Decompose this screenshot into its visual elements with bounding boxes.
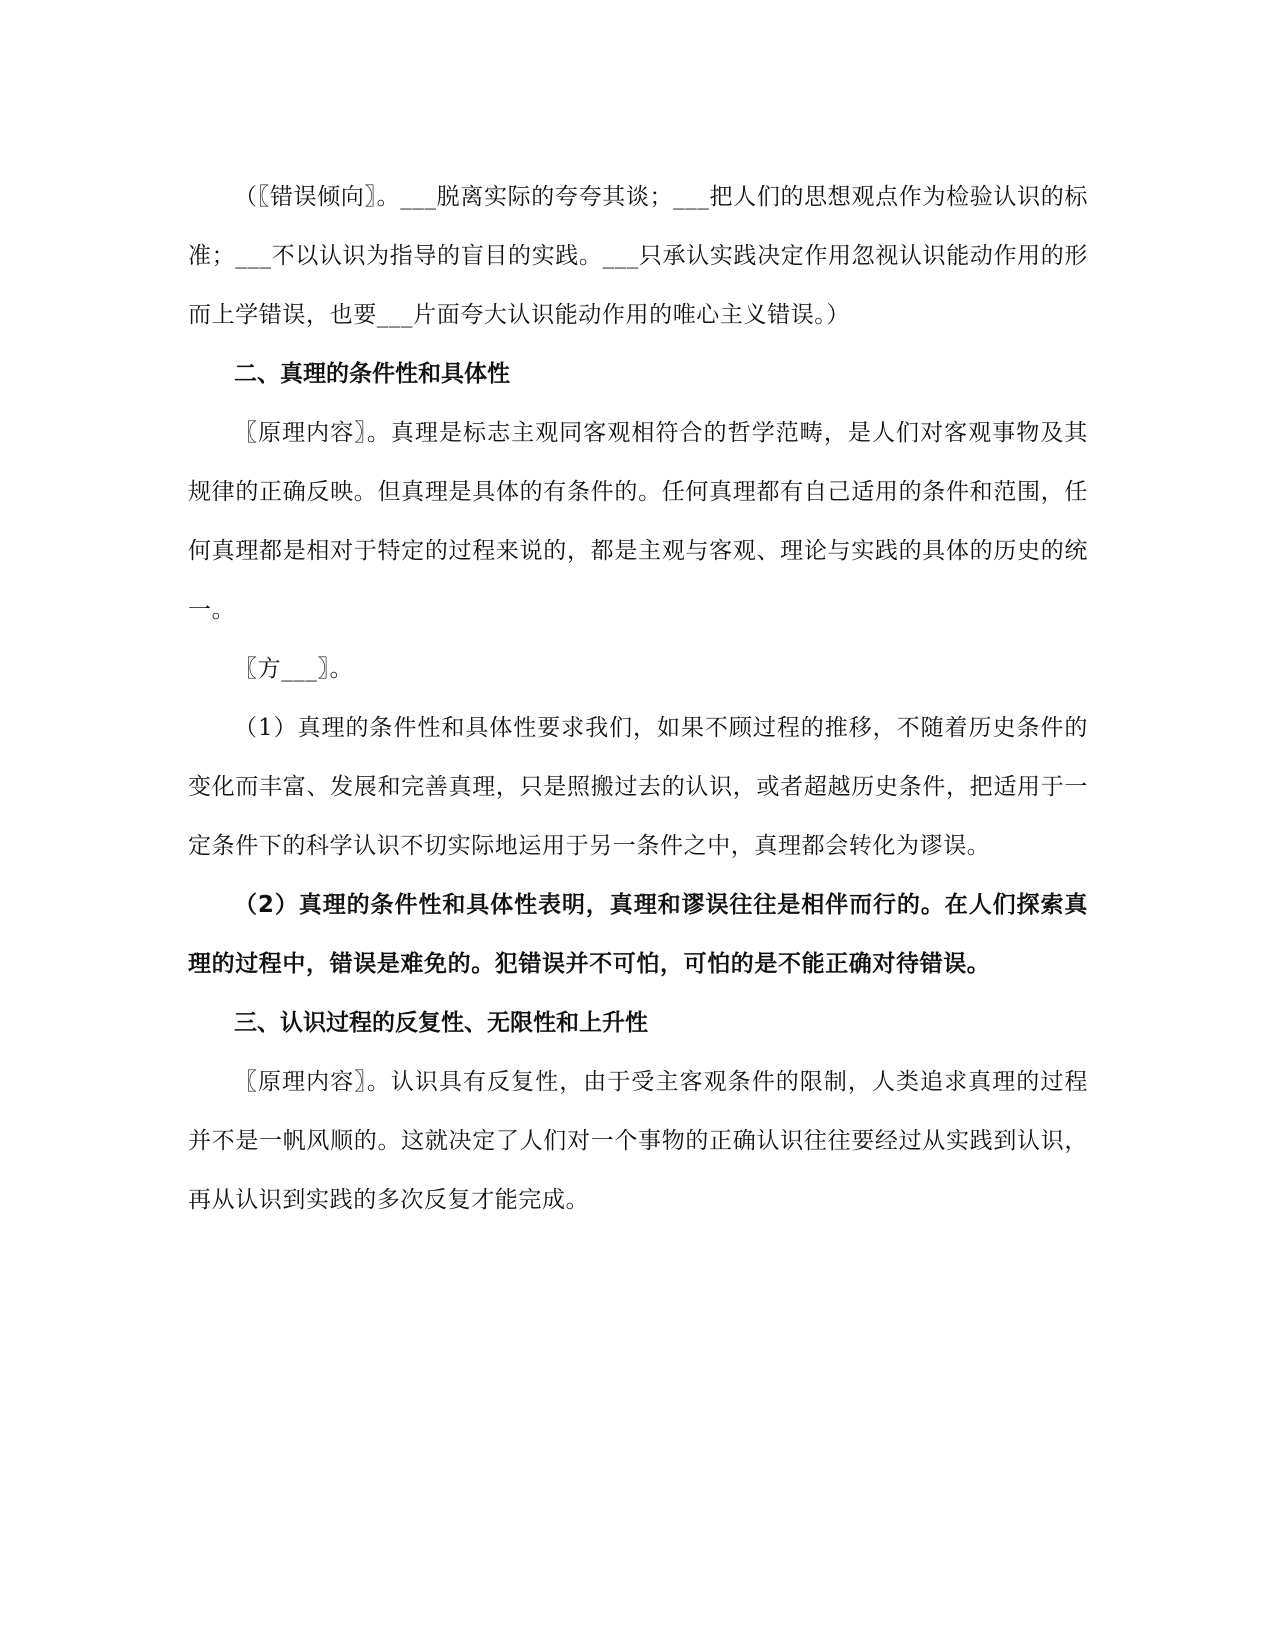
paragraph-truth-principle: 〖原理内容〗。真理是标志主观同客观相符合的哲学范畴，是人们对客观事物及其规律的正确反映。但真理是具体的有条件的。任何真理都有自己适用的条件和范围，任何真理都是相对于特定的过程来说的，都是主观与客观、理论与实践的具体的历史的统一。 bbox=[188, 420, 1088, 623]
paragraph-point-1: （1）真理的条件性和具体性要求我们，如果不顾过程的推移，不随着历史条件的变化而丰富、发展和完善真理，只是照搬过去的认识，或者超越历史条件，把适用于一定条件下的科学认识不切实际地运用于另一条件之中，真理都会转化为谬误。 bbox=[188, 715, 1088, 859]
paragraph-cognition-principle: 〖原理内容〗。认识具有反复性，由于受主客观条件的限制，人类追求真理的过程并不是一帆风顺的。这就决定了人们对一个事物的正确认识往往要经过从实践到认识，再从认识到实践的多次反复才能完成。 bbox=[188, 1069, 1088, 1213]
paragraph-point-2-bold: （2）真理的条件性和具体性表明，真理和谬误往往是相伴而行的。在人们探索真理的过程中，错误是难免的。犯错误并不可怕，可怕的是不能正确对待错误。 bbox=[188, 892, 1088, 977]
document-page bbox=[188, 168, 1088, 1230]
paragraph-method-label: 〖方___〗。 bbox=[234, 656, 354, 682]
paragraph-error-tendency: （〖错误倾向〗。___脱离实际的夸夸其谈；___把人们的思想观点作为检验认识的标准；___不以认识为指导的盲目的实践。___只承认实践决定作用忽视认识能动作用的形而上学错误，也要___片面夸大认识能动作用的唯心主义错误。） bbox=[188, 184, 1088, 328]
section-heading-truth-conditionality: 二、真理的条件性和具体性 bbox=[234, 361, 510, 387]
section-heading-cognition-process: 三、认识过程的反复性、无限性和上升性 bbox=[234, 1010, 648, 1036]
